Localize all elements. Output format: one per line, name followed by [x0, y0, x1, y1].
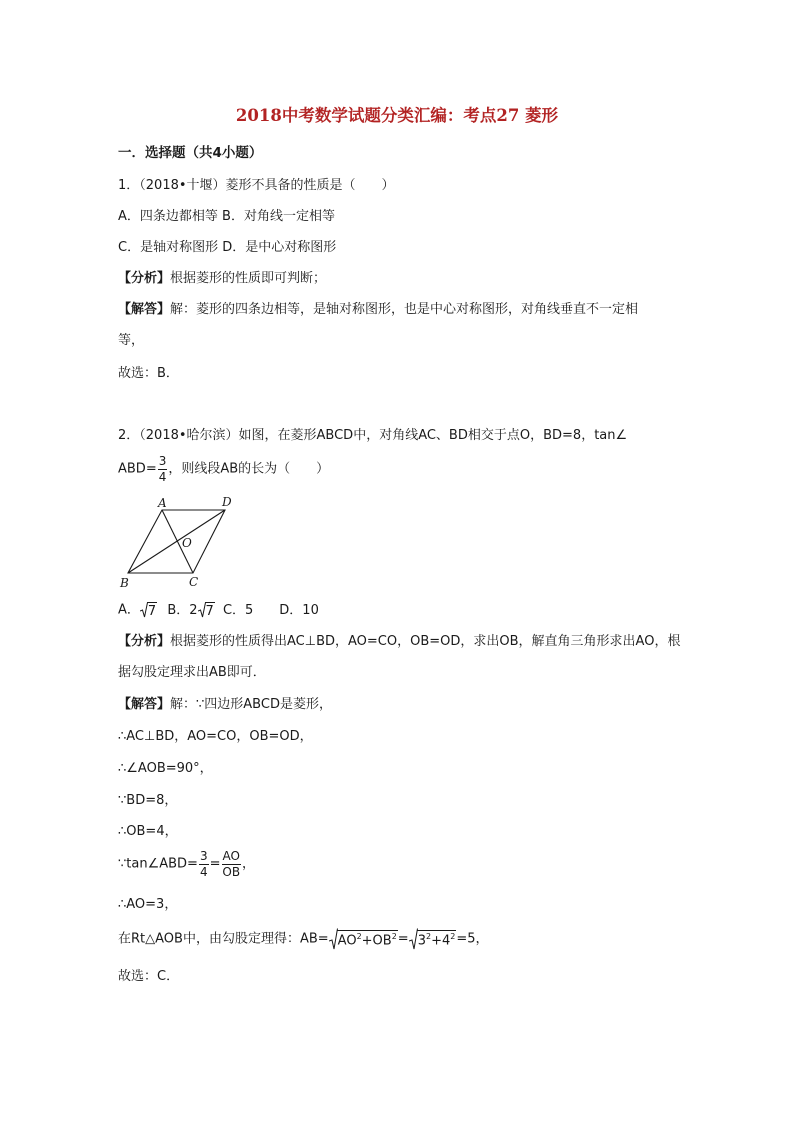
- sqrt-symbol: [329, 928, 398, 950]
- fraction-numerator: 3: [158, 454, 167, 468]
- option-a-label: A．: [118, 602, 140, 618]
- solution-tag: 【解答】: [118, 302, 171, 317]
- diagonal-bd: [128, 510, 225, 573]
- option-b-label: B．2: [167, 602, 198, 618]
- q2-solution-pythagoras-step: [118, 928, 489, 950]
- pythagoras-post: =5，: [456, 931, 489, 947]
- sqrt-radicand: $3^2+4^2$: [417, 932, 456, 949]
- fraction: [199, 850, 209, 878]
- q2-solution-step: ∴OB=4，: [118, 824, 178, 839]
- sqrt-symbol: [140, 602, 157, 618]
- q1-options-ab: A．四条边都相等 B．对角线一定相等: [118, 209, 335, 224]
- sqrt-radicand: 7: [205, 604, 214, 619]
- q1-solution-line1: [118, 303, 638, 316]
- q2-solution-step: ∴∠AOB=90°，: [118, 761, 213, 776]
- q1-analysis: [118, 272, 326, 285]
- analysis-text: 根据菱形的性质得出AC⊥BD，AO=CO，OB=OD，求出OB，解直角三角形求出AO，根: [170, 634, 681, 649]
- q1-answer: 故选：B．: [118, 366, 179, 381]
- section-heading: 一．选择题（共4小题）: [118, 145, 263, 161]
- fraction: [158, 455, 168, 483]
- q2-options: [118, 602, 319, 618]
- vertex-label-b: B: [120, 576, 129, 590]
- stem-pre: ABD=: [118, 461, 157, 477]
- sqrt-radicand: 7: [147, 604, 157, 619]
- q2-solution-line1: [118, 698, 332, 711]
- stem-post: ，则线段AB的长为（ ）: [168, 461, 330, 477]
- q2-analysis-line2: 据勾股定理求出AB即可．: [118, 665, 266, 680]
- analysis-tag: 【分析】: [118, 271, 171, 286]
- sqrt-symbol: [198, 602, 215, 618]
- solution-tag: 【解答】: [118, 697, 171, 712]
- vertex-label-d: D: [222, 495, 232, 509]
- fraction-denominator: OB: [222, 864, 241, 879]
- q1-stem: 1．（2018•十堰）菱形不具备的性质是（ ）: [118, 178, 395, 193]
- tan-pre: ∵tan∠ABD=: [118, 856, 198, 872]
- vertex-label-a: A: [158, 496, 167, 510]
- q2-solution-step: ∴AC⊥BD，AO=CO，OB=OD，: [118, 729, 313, 744]
- fraction-denominator: 4: [158, 469, 167, 484]
- q1-options-cd: C．是轴对称图形 D．是中心对称图形: [118, 240, 337, 255]
- q2-answer: 故选：C．: [118, 969, 180, 984]
- equals: =: [397, 931, 409, 947]
- q2-solution-step: ∴AO=3，: [118, 897, 178, 912]
- equals: =: [209, 856, 221, 872]
- fraction-numerator: AO: [222, 849, 240, 863]
- analysis-text: 根据菱形的性质即可判断；: [170, 271, 327, 286]
- tan-post: ，: [241, 856, 255, 872]
- sqrt-radicand: $AO^2+OB^2$: [337, 932, 397, 949]
- rhombus-figure: [115, 493, 245, 593]
- vertex-label-c: C: [189, 575, 199, 589]
- q2-solution-step: ∵BD=8，: [118, 793, 178, 808]
- solution-text: 解：菱形的四条边相等，是轴对称图形，也是中心对称图形，对角线垂直不一定相: [170, 302, 639, 317]
- q2-stem-line1: 2．（2018•哈尔滨）如图，在菱形ABCD中，对角线AC、BD相交于点O，BD=8，tan∠: [118, 428, 628, 443]
- fraction: [222, 850, 241, 878]
- q1-solution-line2: 等，: [118, 333, 145, 348]
- fraction-denominator: 4: [199, 864, 208, 879]
- q2-stem-line2: [118, 455, 329, 483]
- center-label-o: O: [182, 536, 192, 550]
- page-title: 2018中考数学试题分类汇编：考点27 菱形: [235, 106, 559, 125]
- analysis-tag: 【分析】: [118, 634, 171, 649]
- solution-text: 解：∵四边形ABCD是菱形，: [170, 697, 332, 712]
- q2-analysis-line1: [118, 635, 680, 648]
- pythagoras-pre: 在Rt△AOB中，由勾股定理得：AB=: [118, 931, 329, 947]
- option-cd-label: C．5 D．10: [222, 602, 319, 618]
- q2-solution-tan-step: [118, 850, 255, 878]
- sqrt-symbol: [409, 928, 457, 950]
- fraction-numerator: 3: [199, 849, 208, 863]
